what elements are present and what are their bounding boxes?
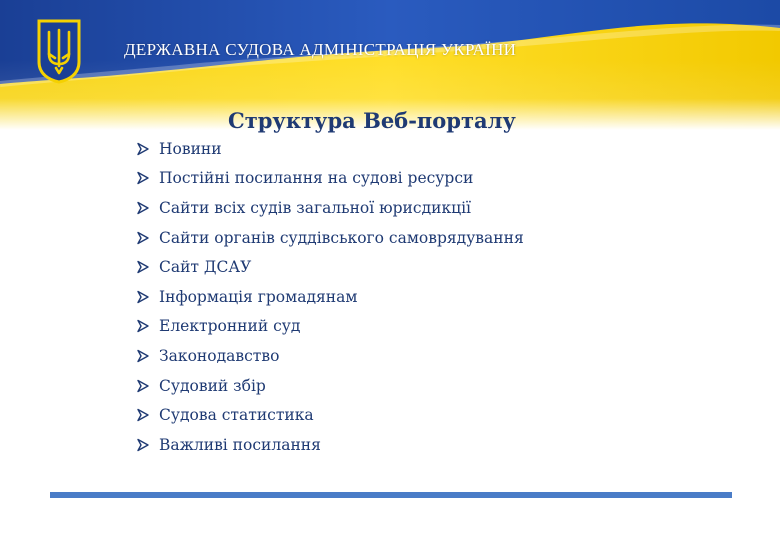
list-item[interactable] <box>136 430 524 460</box>
list-item-label: Законодавство <box>159 346 280 365</box>
list-item-label: Електронний суд <box>159 317 301 336</box>
list-item-label: Важливі посилання <box>159 435 321 454</box>
list-item[interactable] <box>136 252 524 282</box>
arrowhead-bullet-icon <box>136 260 150 274</box>
list-item-label: Сайти всіх судів загальної юрисдикції <box>159 198 472 217</box>
list-item-label: Судова статистика <box>159 406 314 425</box>
arrowhead-bullet-icon <box>136 319 150 333</box>
arrowhead-bullet-icon <box>136 438 150 452</box>
list-item-label: Постійні посилання на судові ресурси <box>159 169 474 188</box>
list-item[interactable] <box>136 164 524 194</box>
arrowhead-bullet-icon <box>136 201 150 215</box>
trident-coat-of-arms-icon <box>36 18 82 84</box>
portal-structure-list <box>136 134 524 460</box>
list-item[interactable] <box>136 400 524 430</box>
list-item[interactable] <box>136 223 524 253</box>
list-item-label: Судовий збір <box>159 376 266 395</box>
list-item-label: Новини <box>159 139 222 158</box>
list-item[interactable] <box>136 134 524 164</box>
list-item-label: Інформація громадянам <box>159 287 358 306</box>
list-item[interactable] <box>136 312 524 342</box>
arrowhead-bullet-icon <box>136 349 150 363</box>
footer-divider <box>50 492 732 498</box>
arrowhead-bullet-icon <box>136 290 150 304</box>
list-item[interactable] <box>136 282 524 312</box>
arrowhead-bullet-icon <box>136 408 150 422</box>
list-item[interactable] <box>136 341 524 371</box>
list-item-label: Сайт ДСАУ <box>159 258 252 277</box>
arrowhead-bullet-icon <box>136 171 150 185</box>
list-item[interactable] <box>136 193 524 223</box>
slide-title: Структура Веб-порталу <box>228 108 516 133</box>
list-item[interactable] <box>136 371 524 401</box>
list-item-label: Сайти органів суддівського самоврядування <box>159 228 524 247</box>
arrowhead-bullet-icon <box>136 231 150 245</box>
organization-title: ДЕРЖАВНА СУДОВА АДМІНІСТРАЦІЯ УКРАЇНИ <box>124 40 517 59</box>
arrowhead-bullet-icon <box>136 379 150 393</box>
arrowhead-bullet-icon <box>136 142 150 156</box>
